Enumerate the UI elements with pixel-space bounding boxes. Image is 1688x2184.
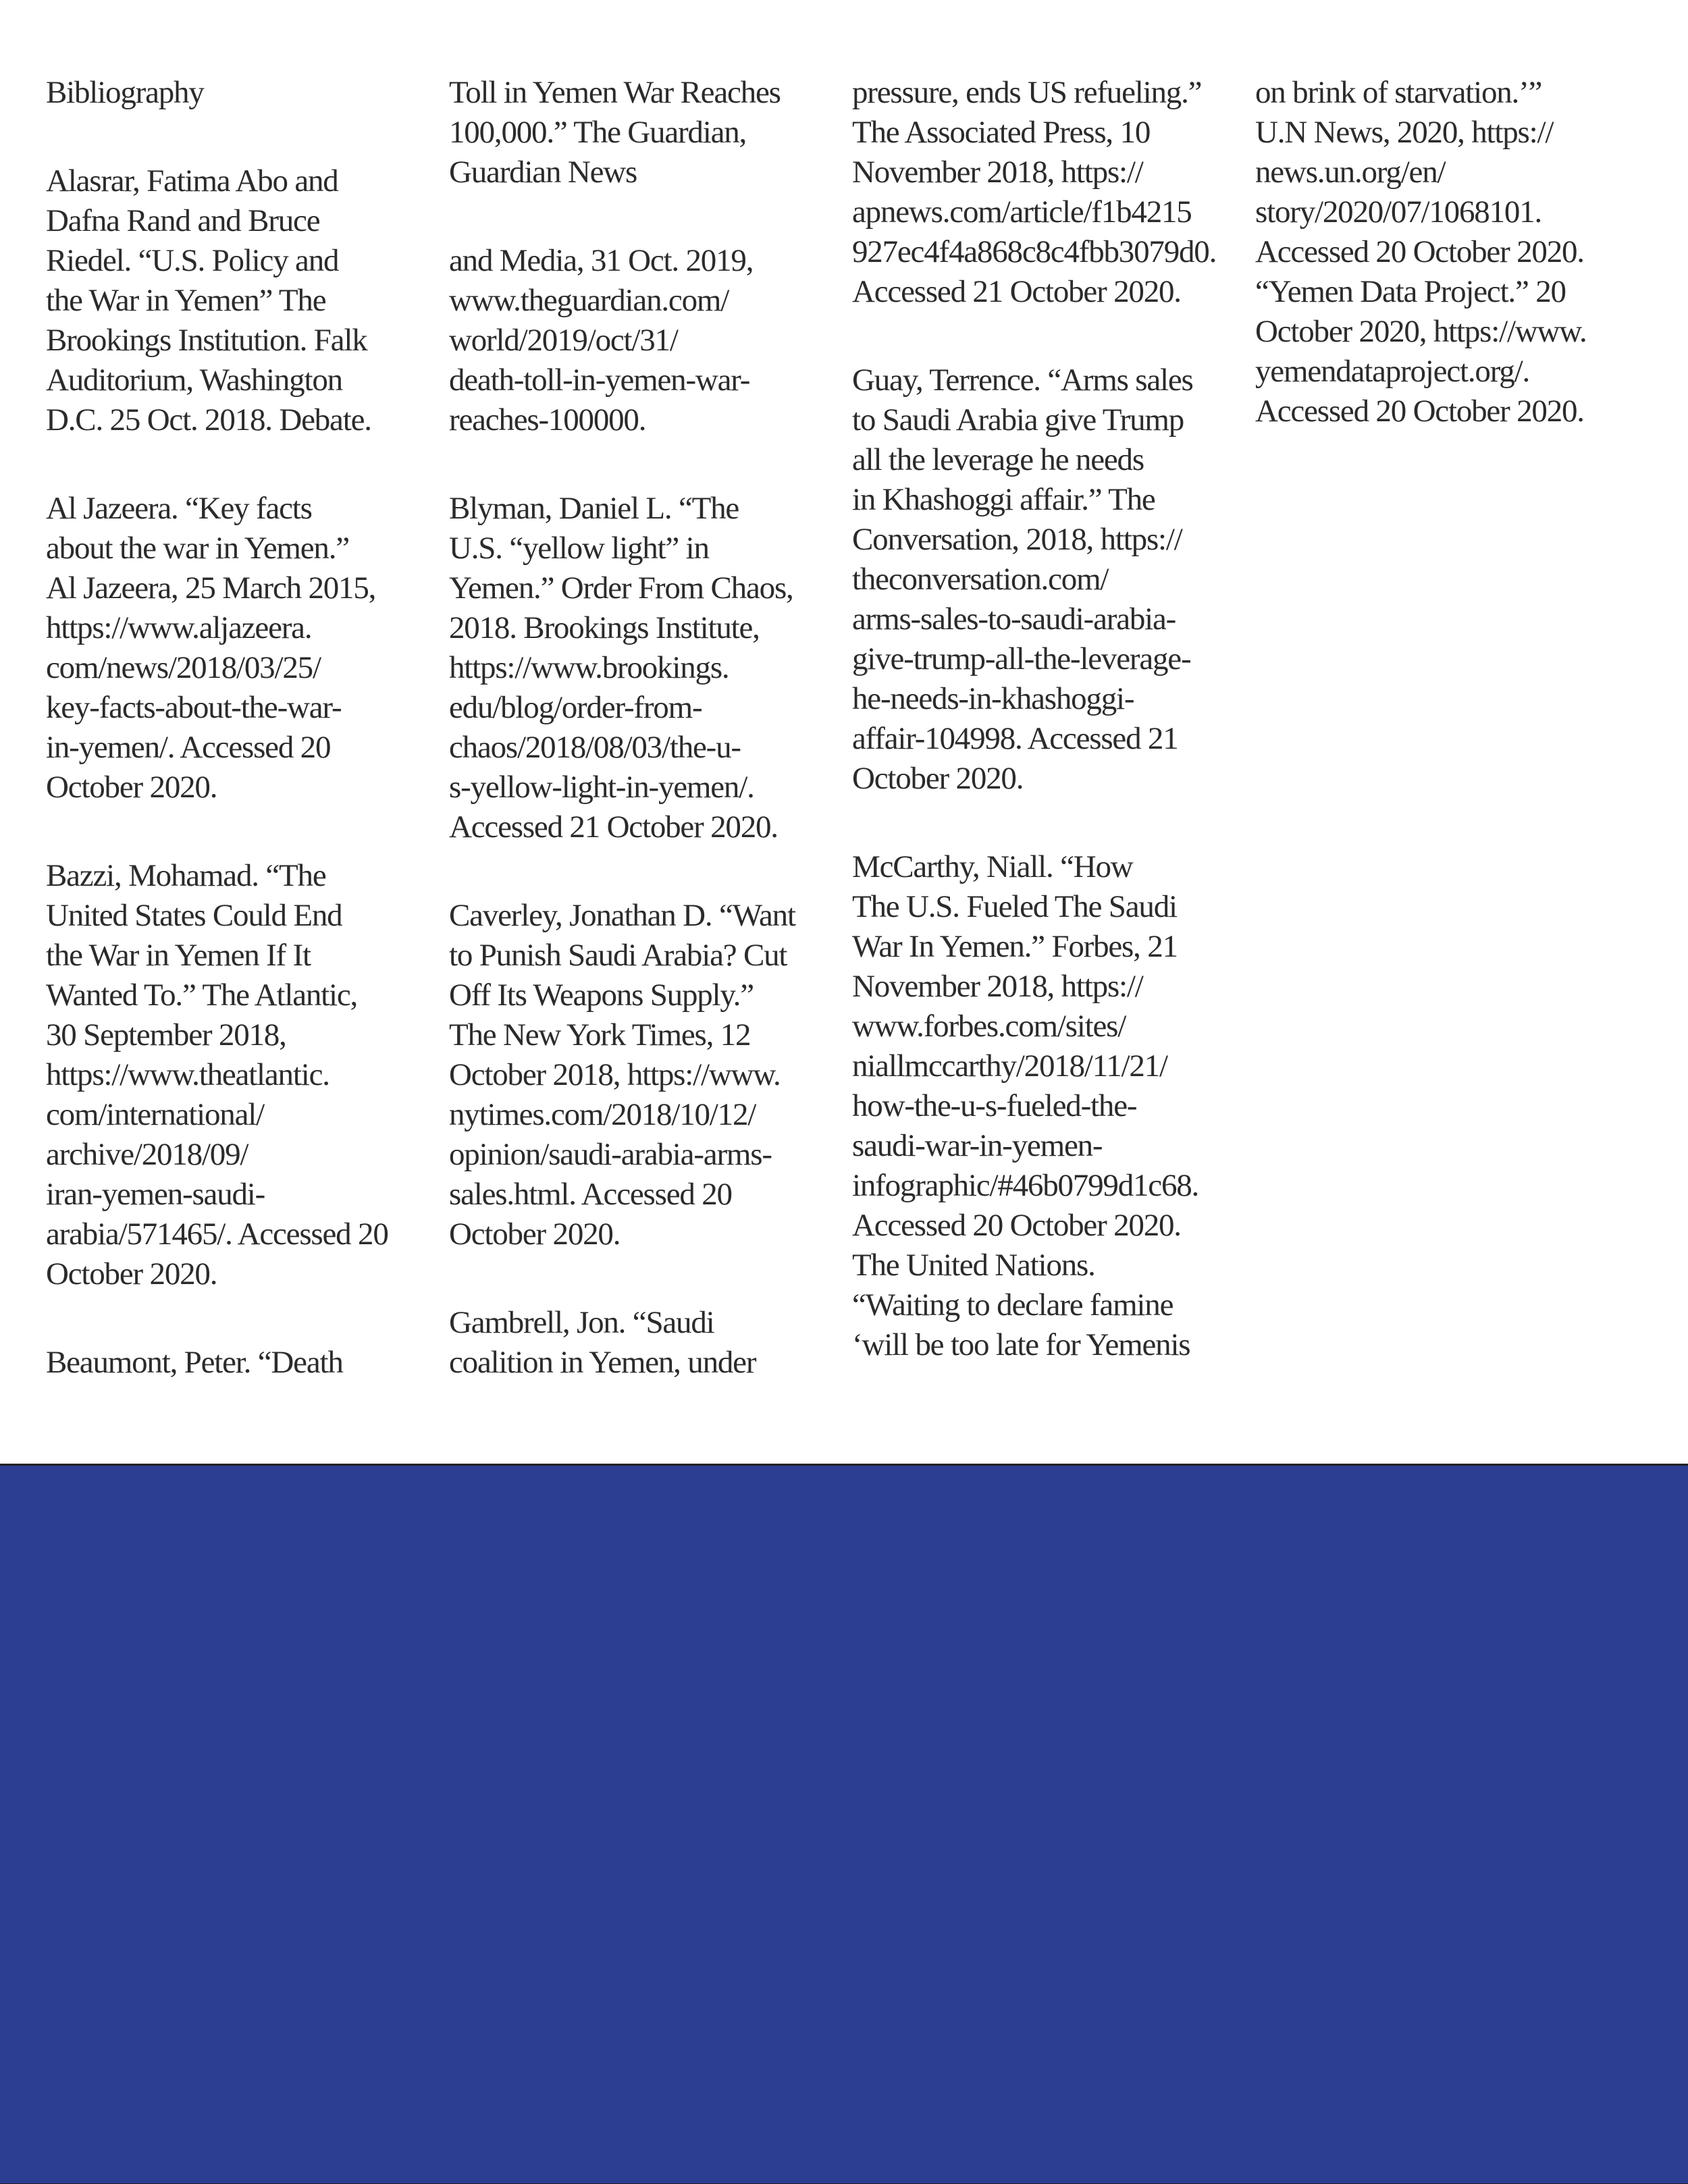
entry-line: pressure, ends US refueling.” xyxy=(852,75,1202,110)
entry-line: niallmccarthy/2018/11/21/ xyxy=(852,1048,1167,1084)
entry-line: ‘will be too late for Yemenis xyxy=(852,1327,1190,1362)
entry-line: Accessed 20 October 2020. xyxy=(1255,234,1584,269)
entry-line: Al Jazeera, 25 March 2015, xyxy=(46,570,376,606)
bibliography-heading xyxy=(46,73,431,113)
bibliography-entry xyxy=(449,241,834,440)
entry-line: Riedel. “U.S. Policy and xyxy=(46,243,339,278)
bibliography-entry xyxy=(1255,73,1640,431)
entry-line: all the leverage he needs xyxy=(852,442,1144,477)
entry-line: www.theguardian.com/ xyxy=(449,283,729,318)
entry-line: Beaumont, Peter. “Death xyxy=(46,1345,343,1380)
entry-line: Bibliography xyxy=(46,75,204,110)
bibliography-entry xyxy=(46,489,431,807)
entry-line: U.S. “yellow light” in xyxy=(449,531,709,566)
bibliography-column-1 xyxy=(46,73,431,1383)
bibliography-entry xyxy=(46,161,431,440)
entry-line: coalition in Yemen, under xyxy=(449,1345,756,1380)
entry-line: 100,000.” The Guardian, xyxy=(449,115,747,150)
entry-line: https://www.brookings. xyxy=(449,650,729,685)
entry-line: Conversation, 2018, https:// xyxy=(852,522,1182,557)
bibliography-column-4 xyxy=(1255,73,1640,431)
entry-line: how-the-u-s-fueled-the- xyxy=(852,1088,1137,1123)
entry-spacer xyxy=(46,807,431,856)
entry-line: Blyman, Daniel L. “The xyxy=(449,491,739,526)
entry-line: 2018. Brookings Institute, xyxy=(449,610,760,645)
entry-line: “Waiting to declare famine xyxy=(852,1287,1173,1323)
entry-line: Guay, Terrence. “Arms sales xyxy=(852,363,1193,398)
entry-line: theconversation.com/ xyxy=(852,562,1109,597)
entry-line: November 2018, https:// xyxy=(852,969,1143,1004)
entry-line: in Khashoggi affair.” The xyxy=(852,482,1155,517)
entry-line: opinion/saudi-arabia-arms- xyxy=(449,1137,772,1172)
bibliography-entry xyxy=(852,847,1237,1365)
entry-line: D.C. 25 Oct. 2018. Debate. xyxy=(46,402,371,437)
entry-line: s-yellow-light-in-yemen/. xyxy=(449,770,754,805)
bibliography-entry xyxy=(46,1343,431,1383)
entry-line: U.N News, 2020, https:// xyxy=(1255,115,1554,150)
entry-line: Al Jazeera. “Key facts xyxy=(46,491,312,526)
entry-line: to Saudi Arabia give Trump xyxy=(852,402,1184,437)
entry-line: The U.S. Fueled The Saudi xyxy=(852,889,1177,924)
entry-line: Brookings Institution. Falk xyxy=(46,323,367,358)
entry-line: Toll in Yemen War Reaches xyxy=(449,75,781,110)
entry-line: world/2019/oct/31/ xyxy=(449,323,678,358)
bibliography-entry xyxy=(449,73,834,192)
entry-spacer xyxy=(852,799,1237,847)
bibliography-entry xyxy=(449,896,834,1254)
entry-line: arabia/571465/. Accessed 20 xyxy=(46,1217,388,1252)
entry-line: Off Its Weapons Supply.” xyxy=(449,978,754,1013)
entry-line: October 2020. xyxy=(852,761,1024,796)
entry-line: McCarthy, Niall. “How xyxy=(852,849,1133,884)
entry-line: edu/blog/order-from- xyxy=(449,690,702,725)
entry-line: yemendataproject.org/. xyxy=(1255,354,1530,389)
entry-line: Accessed 21 October 2020. xyxy=(852,274,1181,309)
entry-line: news.un.org/en/ xyxy=(1255,155,1446,190)
entry-line: Dafna Rand and Bruce xyxy=(46,203,320,238)
entry-line: Accessed 20 October 2020. xyxy=(1255,394,1584,429)
entry-line: https://www.theatlantic. xyxy=(46,1057,329,1092)
entry-line: in-yemen/. Accessed 20 xyxy=(46,730,331,765)
entry-line: archive/2018/09/ xyxy=(46,1137,248,1172)
entry-spacer xyxy=(449,440,834,489)
entry-line: the War in Yemen If It xyxy=(46,938,311,973)
entry-line: death-toll-in-yemen-war- xyxy=(449,363,750,398)
bibliography-entry xyxy=(852,73,1237,312)
blue-footer-band xyxy=(0,1464,1688,2184)
entry-line: about the war in Yemen.” xyxy=(46,531,349,566)
entry-line: infographic/#46b0799d1c68. xyxy=(852,1168,1199,1203)
bibliography-column-3 xyxy=(852,73,1237,1365)
entry-line: he-needs-in-khashoggi- xyxy=(852,681,1134,716)
entry-line: Auditorium, Washington xyxy=(46,363,342,398)
entry-line: “Yemen Data Project.” 20 xyxy=(1255,274,1566,309)
entry-line: October 2020. xyxy=(46,1256,217,1291)
entry-line: War In Yemen.” Forbes, 21 xyxy=(852,929,1178,964)
entry-spacer xyxy=(46,1294,431,1343)
entry-line: sales.html. Accessed 20 xyxy=(449,1177,732,1212)
entry-line: to Punish Saudi Arabia? Cut xyxy=(449,938,787,973)
entry-line: affair-104998. Accessed 21 xyxy=(852,721,1178,756)
entry-line: Guardian News xyxy=(449,155,637,190)
entry-line: Bazzi, Mohamad. “The xyxy=(46,858,326,893)
bibliography-entry xyxy=(449,1303,834,1383)
entry-line: 927ec4f4a868c8c4fbb3079d0. xyxy=(852,234,1217,269)
entry-line: com/international/ xyxy=(46,1097,264,1132)
entry-line: arms-sales-to-saudi-arabia- xyxy=(852,602,1176,637)
entry-line: Caverley, Jonathan D. “Want xyxy=(449,898,795,933)
entry-line: Alasrar, Fatima Abo and xyxy=(46,163,338,198)
entry-line: reaches-100000. xyxy=(449,402,646,437)
entry-line: Accessed 21 October 2020. xyxy=(449,809,778,845)
entry-line: The Associated Press, 10 xyxy=(852,115,1151,150)
entry-spacer xyxy=(449,847,834,896)
bibliography-entry xyxy=(46,856,431,1294)
entry-line: key-facts-about-the-war- xyxy=(46,690,342,725)
entry-line: https://www.aljazeera. xyxy=(46,610,312,645)
entry-line: the War in Yemen” The xyxy=(46,283,326,318)
entry-line: 30 September 2018, xyxy=(46,1017,286,1053)
entry-spacer xyxy=(46,113,431,161)
entry-spacer xyxy=(852,312,1237,361)
entry-line: give-trump-all-the-leverage- xyxy=(852,641,1191,676)
entry-line: October 2020. xyxy=(449,1217,621,1252)
bibliography-entry xyxy=(449,489,834,847)
entry-line: on brink of starvation.’” xyxy=(1255,75,1542,110)
entry-line: and Media, 31 Oct. 2019, xyxy=(449,243,754,278)
entry-line: Wanted To.” The Atlantic, xyxy=(46,978,358,1013)
entry-line: United States Could End xyxy=(46,898,342,933)
entry-line: iran-yemen-saudi- xyxy=(46,1177,265,1212)
entry-line: apnews.com/article/f1b4215 xyxy=(852,194,1192,230)
entry-line: www.forbes.com/sites/ xyxy=(852,1009,1126,1044)
entry-line: October 2018, https://www. xyxy=(449,1057,781,1092)
entry-spacer xyxy=(449,192,834,241)
entry-line: saudi-war-in-yemen- xyxy=(852,1128,1103,1163)
entry-line: The New York Times, 12 xyxy=(449,1017,751,1053)
entry-line: nytimes.com/2018/10/12/ xyxy=(449,1097,756,1132)
entry-line: November 2018, https:// xyxy=(852,155,1143,190)
entry-line: Accessed 20 October 2020. xyxy=(852,1208,1181,1243)
bibliography-entry xyxy=(852,361,1237,799)
entry-spacer xyxy=(449,1254,834,1303)
entry-line: The United Nations. xyxy=(852,1248,1095,1283)
entry-line: Yemen.” Order From Chaos, xyxy=(449,570,793,606)
entry-line: com/news/2018/03/25/ xyxy=(46,650,321,685)
entry-line: October 2020, https://www. xyxy=(1255,314,1587,349)
entry-line: chaos/2018/08/03/the-u- xyxy=(449,730,741,765)
entry-line: story/2020/07/1068101. xyxy=(1255,194,1542,230)
bibliography-column-2 xyxy=(449,73,834,1383)
entry-spacer xyxy=(46,440,431,489)
entry-line: October 2020. xyxy=(46,770,217,805)
entry-line: Gambrell, Jon. “Saudi xyxy=(449,1305,714,1340)
